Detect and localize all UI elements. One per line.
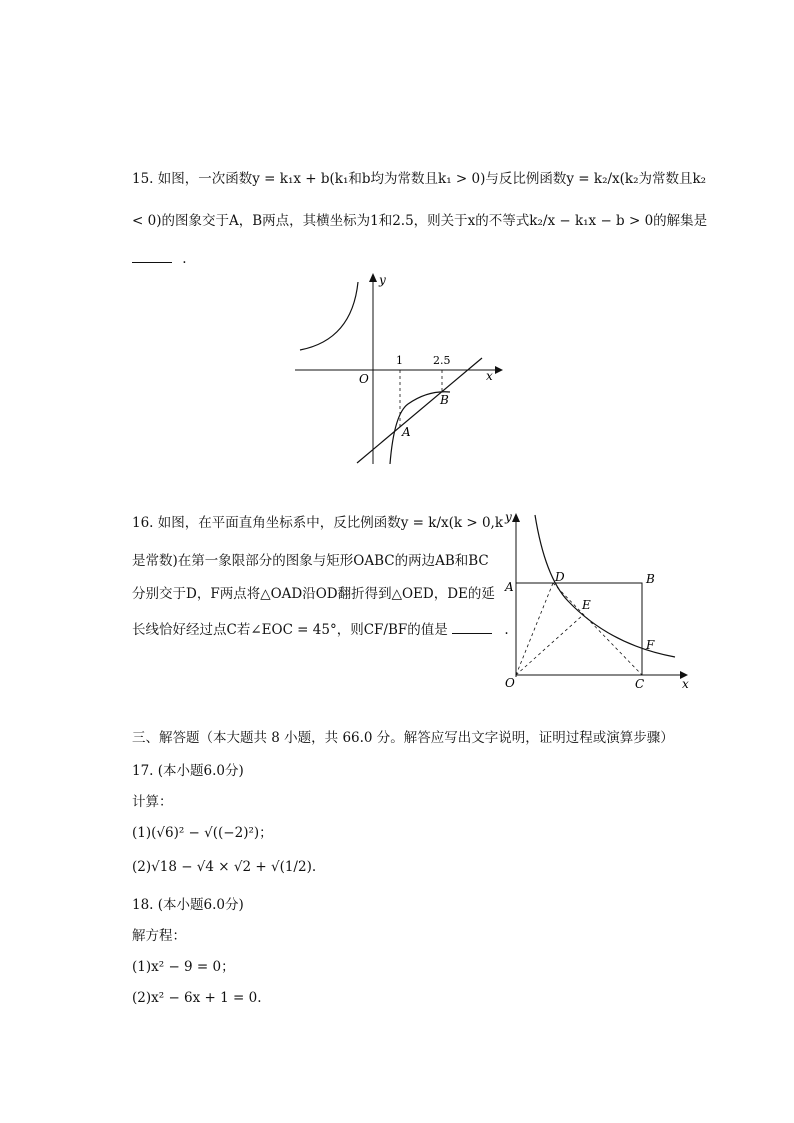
- q15-tick-2: 2.5: [433, 354, 451, 367]
- q17-instruction: 计算：: [132, 794, 173, 810]
- q17-title: 17. (本小题6.0分): [132, 763, 244, 779]
- q15-tick-1: 1: [396, 354, 403, 367]
- q16-answer-blank: [452, 621, 492, 634]
- q15-answer-blank: [132, 250, 172, 263]
- q15-label-A: A: [402, 425, 411, 439]
- q16-line2: 是常数)在第一象限部分的图象与矩形OABC的两边AB和BC: [132, 553, 489, 569]
- q16-y-arrow: [512, 513, 520, 522]
- q16-label-x: x: [682, 677, 689, 691]
- q16-line4: [132, 621, 509, 639]
- q15-x-arrow: [495, 366, 503, 374]
- q16-label-E: E: [582, 598, 591, 612]
- q15-graph: [290, 268, 510, 473]
- q16-label-O: O: [505, 676, 515, 690]
- q18-instruction: 解方程：: [132, 928, 186, 944]
- q15-label-origin: O: [359, 372, 369, 386]
- q16-label-F: F: [646, 638, 655, 652]
- q16-line-DC: [553, 583, 642, 675]
- q15-label-y: y: [379, 273, 386, 287]
- q16-line1: 16. 如图，在平面直角坐标系中，反比例函数y = k/x(k > 0,k: [132, 515, 504, 531]
- q16-period: .: [504, 622, 509, 638]
- q15-label-x: x: [486, 369, 493, 383]
- q17-part2: (2)√18 − √4 × √2 + √(1/2).: [132, 859, 317, 875]
- q18-title: 18. (本小题6.0分): [132, 897, 244, 913]
- q15-answer-line: [132, 250, 187, 268]
- q15-y-arrow: [369, 273, 377, 282]
- q16-graph: [500, 505, 700, 695]
- q16-hyperbola: [535, 515, 675, 657]
- q15-label-B: B: [440, 393, 449, 407]
- section3-heading: 三、解答题（本大题共 8 小题，共 66.0 分。解答应写出文字说明，证明过程或演算步骤）: [132, 730, 674, 746]
- q18-part2: (2)x² − 6x + 1 = 0.: [132, 990, 262, 1006]
- q15-line2: < 0)的图象交于A，B两点，其横坐标为1和2.5，则关于x的不等式k₂/x − k₁x − b > 0的解集是: [132, 213, 708, 229]
- q16-line4-text: 长线恰好经过点C若∠EOC = 45°，则CF/BF的值是: [132, 622, 448, 638]
- q15-line1: 15. 如图，一次函数y = k₁x + b(k₁和b均为常数且k₁ > 0)与反比例函数y = k₂/x(k₂为常数且k₂: [132, 171, 707, 187]
- q16-label-C: C: [635, 677, 645, 691]
- q16-label-B: B: [646, 572, 655, 586]
- q16-line3: 分别交于D，F两点将△OAD沿OD翻折得到△OED，DE的延: [132, 586, 495, 602]
- q16-line-OD: [516, 583, 553, 675]
- q17-part1: (1)(√6)² − √((−2)²)；: [132, 825, 273, 841]
- q15-linear-line: [357, 358, 482, 463]
- q16-line-OE: [516, 615, 583, 675]
- q16-label-A: A: [505, 580, 514, 594]
- q15-period: .: [182, 251, 187, 267]
- q16-label-D: D: [555, 570, 565, 584]
- q15-hyperbola-upper: [300, 282, 358, 350]
- q18-part1: (1)x² − 9 = 0；: [132, 959, 235, 975]
- q16-label-y: y: [505, 510, 512, 524]
